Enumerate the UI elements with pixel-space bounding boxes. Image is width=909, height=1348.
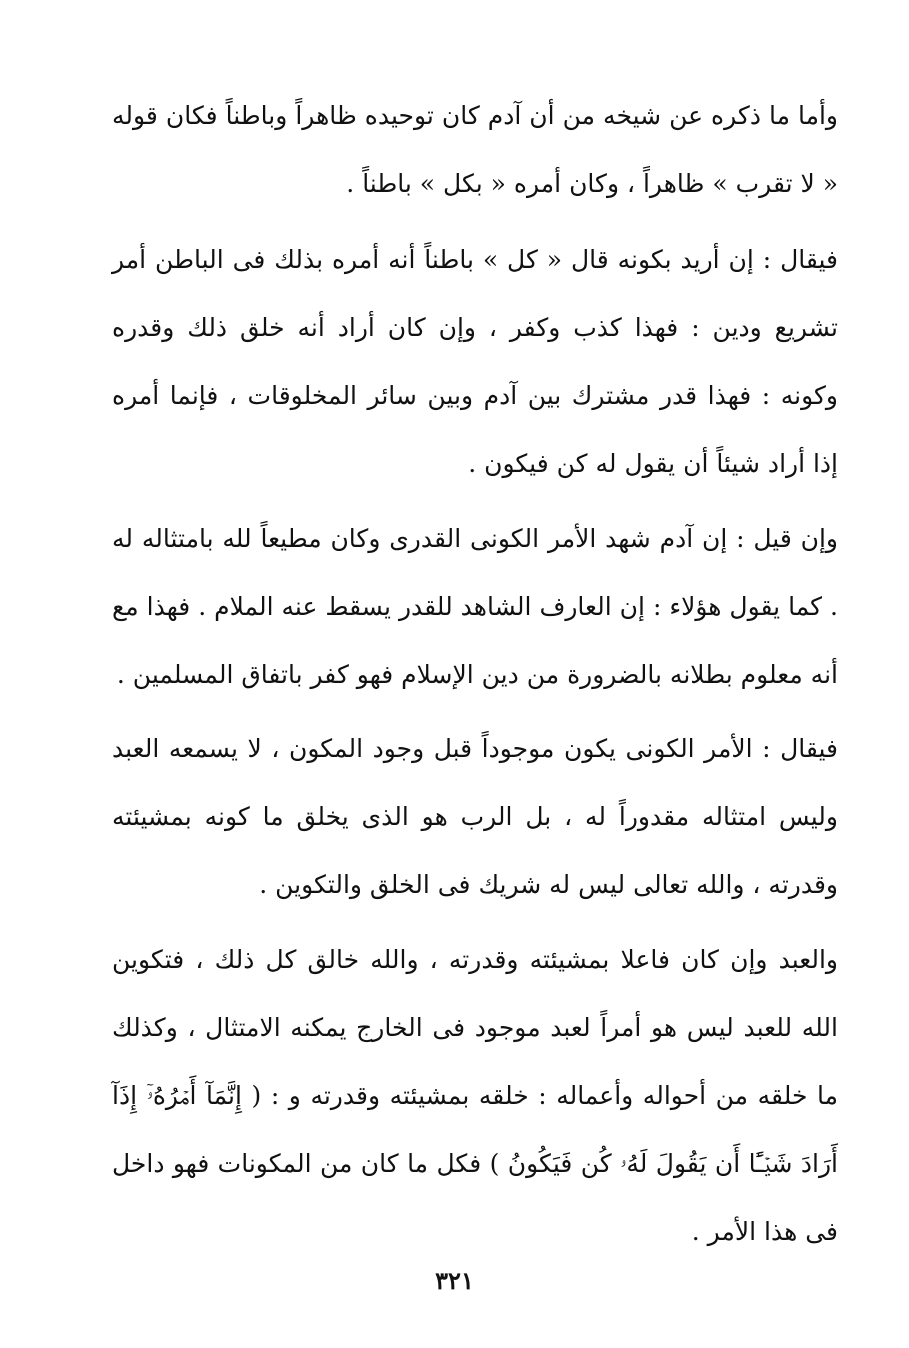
paragraph-3: وإن قيل : إن آدم شهد الأمر الكونى القدرى وكان مطيعاً لله بامتثاله له . كما يقول هؤلاء : إن العارف الشاهد للقدر يسقط عنه الملام . فهذا مع أنه معلوم بطلانه بالضرورة من دين الإسلام فهو كفر باتفاق المسلمين . xyxy=(112,524,838,689)
paragraph-2: فيقال : إن أريد بكونه قال « كل » باطناً أنه أمره بذلك فى الباطن أمر تشريع ودين : فهذا كذب وكفر ، وإن كان أراد أنه خلق ذلك وقدره وكونه : فهذا قدر مشترك بين آدم وبين سائر المخلوقات ، فإنما أمره إذا أراد شيئاً أن يقول له كن فيكون . xyxy=(112,245,838,478)
paragraph-4: فيقال : الأمر الكونى يكون موجوداً قبل وجود المكون ، لا يسمعه العبد وليس امتثاله مقدوراً له ، بل الرب هو الذى يخلق ما كونه بمشيئته وقدرته ، والله تعالى ليس له شريك فى الخلق والتكوين . xyxy=(112,734,838,899)
paragraph-1: وأما ما ذكره عن شيخه من أن آدم كان توحيده ظاهراً وباطناً فكان قوله « لا تقرب » ظاهراً ، وكان أمره « بكل » باطناً . xyxy=(112,101,838,198)
page-number: ٣٢١ xyxy=(435,1266,474,1295)
paragraph-5: والعبد وإن كان فاعلا بمشيئته وقدرته ، والله خالق كل ذلك ، فتكوين الله للعبد ليس هو أمراً لعبد موجود فى الخارج يمكنه الامتثال ، وكذلك ما خلقه من أحواله وأعماله : خلقه بمشيئته وقدرته و : ( إِنَّمَآ أَمۡرُهُۥٓ إِذَآ أَرَادَ شَيۡـًٔا أَن يَقُولَ لَهُۥ كُن فَيَكُونُ ) فكل ما كان من المكونات فهو داخل فى هذا الأمر . xyxy=(112,945,838,1246)
